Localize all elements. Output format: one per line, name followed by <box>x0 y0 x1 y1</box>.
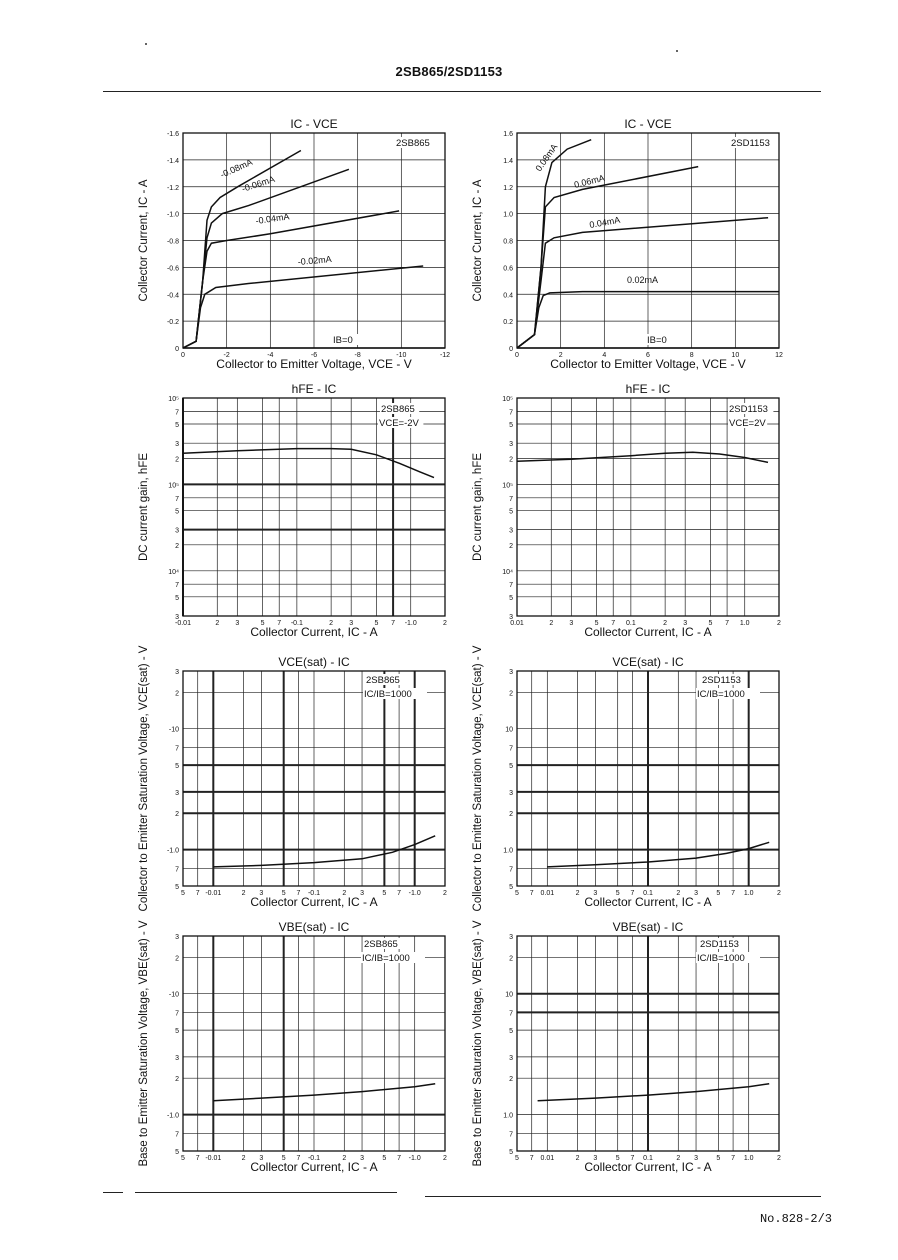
series-label: 0.08mA <box>533 141 560 174</box>
series-label: -0.04mA <box>254 211 290 226</box>
chart-title: VCE(sat) - IC <box>278 655 350 669</box>
y-tick-label: 5 <box>175 1149 179 1156</box>
annotation-label: 2SD1153 <box>700 939 739 950</box>
y-tick-label: 2 <box>175 542 179 550</box>
y-tick-label: 5 <box>175 508 179 516</box>
y-tick-label: 10⁵ <box>502 396 513 403</box>
x-tick-label: -0.01 <box>205 890 222 897</box>
series-line <box>213 836 435 867</box>
x-tick-label: 3 <box>259 1155 264 1162</box>
annotation-label: 2SB865 <box>396 138 430 149</box>
y-tick-label: 7 <box>175 745 179 753</box>
x-tick-label: 5 <box>708 620 713 627</box>
x-tick-label: -1.0 <box>408 1155 421 1162</box>
y-tick-label: 7 <box>509 866 513 874</box>
y-tick-label: 2 <box>509 690 513 698</box>
y-tick-label: -1.0 <box>166 847 179 855</box>
y-tick-label: 2 <box>509 811 513 819</box>
y-tick-label: 7 <box>509 745 513 753</box>
x-tick-label: 5 <box>515 1155 519 1162</box>
y-tick-label: 3 <box>175 527 179 535</box>
x-tick-label: 3 <box>259 890 264 897</box>
x-tick-label: 7 <box>725 620 730 627</box>
chart-vbesat-ic-2sb865 <box>183 936 445 1151</box>
y-tick-label: 3 <box>175 614 179 621</box>
y-tick-label: 10⁵ <box>502 482 513 490</box>
y-tick-label: 10⁵ <box>168 482 179 490</box>
series-label: -0.06mA <box>240 173 276 194</box>
y-tick-label: 7 <box>509 495 513 503</box>
x-tick-label: 2 <box>777 890 781 897</box>
chart-hfe-ic-2sd1153 <box>517 398 779 616</box>
y-tick-label: 1.6 <box>503 131 513 138</box>
x-tick-label: -12 <box>439 352 451 359</box>
x-tick-label: 7 <box>529 1155 534 1162</box>
y-tick-label: 5 <box>175 763 179 771</box>
x-tick-label: 5 <box>615 890 620 897</box>
y-axis-label: DC current gain, hFE <box>138 452 150 562</box>
y-tick-label: 5 <box>509 1028 513 1036</box>
x-tick-label: -6 <box>310 352 318 359</box>
page-header-title: 2SB865/2SD1153 <box>395 64 503 79</box>
y-tick-label: 5 <box>175 422 179 430</box>
x-tick-label: 6 <box>646 352 650 359</box>
x-tick-label: 5 <box>594 620 599 627</box>
y-tick-label: 10 <box>505 991 513 999</box>
y-tick-label: 5 <box>175 884 179 891</box>
x-tick-label: 7 <box>296 890 301 897</box>
y-tick-label: 0 <box>509 346 513 353</box>
x-tick-label: 5 <box>382 890 387 897</box>
x-tick-label: 2 <box>777 620 781 627</box>
x-tick-label: -2 <box>223 352 230 359</box>
y-tick-label: 3 <box>509 1054 513 1062</box>
annotation-label: 2SD1153 <box>729 404 768 415</box>
x-tick-label: 5 <box>615 1155 620 1162</box>
x-tick-label: 5 <box>281 890 286 897</box>
y-tick-label: 5 <box>175 594 179 602</box>
plot-frame <box>517 398 779 616</box>
x-tick-label: 7 <box>731 1155 736 1162</box>
y-tick-label: 1.0 <box>503 211 513 219</box>
y-tick-label: 10⁴ <box>168 568 179 576</box>
chart-title: IC - VCE <box>290 117 338 131</box>
x-tick-label: 0.1 <box>643 1155 653 1162</box>
y-tick-label: 5 <box>509 763 513 771</box>
y-axis-label: Base to Emitter Saturation Voltage, VBE(sat) - V <box>472 920 484 1167</box>
x-tick-label: -0.1 <box>307 1155 321 1162</box>
series-label: -0.02mA <box>297 254 333 267</box>
x-tick-label: 1.0 <box>743 1155 754 1162</box>
x-axis-label: Collector Current, IC - A <box>250 1160 378 1174</box>
y-tick-label: -1.0 <box>166 211 179 219</box>
chart-vbesat-ic-2sd1153 <box>517 936 779 1151</box>
scan-speck <box>676 50 678 52</box>
y-tick-label: 1.2 <box>503 184 513 192</box>
x-tick-label: 4 <box>602 352 607 359</box>
y-axis-label: Collector Current, IC - A <box>472 179 484 302</box>
x-axis-label: Collector Current, IC - A <box>584 625 712 639</box>
chart-title: VCE(sat) - IC <box>612 655 684 669</box>
x-tick-label: 5 <box>260 620 265 627</box>
y-tick-label: 7 <box>175 582 179 590</box>
x-tick-label: 5 <box>515 890 519 897</box>
y-axis-label: Collector to Emitter Saturation Voltage, VCE(sat) - V <box>472 645 484 912</box>
x-tick-label: 2 <box>676 1155 681 1162</box>
series-line <box>183 151 301 349</box>
x-axis-label: Collector Current, IC - A <box>250 625 378 639</box>
y-tick-label: -1.4 <box>166 157 179 165</box>
x-tick-label: 3 <box>235 620 240 627</box>
y-tick-label: 7 <box>509 582 513 590</box>
x-tick-label: 7 <box>529 890 534 897</box>
scan-speck <box>145 43 147 45</box>
x-axis-label: Collector to Emitter Voltage, VCE - V <box>550 357 746 371</box>
chart-title: VBE(sat) - IC <box>278 920 350 934</box>
x-tick-label: 7 <box>397 890 402 897</box>
y-axis-label: Collector Current, IC - A <box>138 179 150 302</box>
y-tick-label: 3 <box>509 614 513 621</box>
x-tick-label: 0.01 <box>540 890 555 897</box>
x-tick-label: 3 <box>593 1155 598 1162</box>
series-line <box>183 449 434 478</box>
y-tick-label: 0.6 <box>503 265 513 273</box>
x-tick-label: 3 <box>694 890 698 897</box>
y-tick-label: 7 <box>175 866 179 874</box>
chart-title: hFE - IC <box>291 382 337 396</box>
x-tick-label: -10 <box>396 352 407 359</box>
y-tick-label: 10⁴ <box>502 568 513 576</box>
series-line <box>183 266 423 348</box>
x-tick-label: 3 <box>569 620 574 627</box>
x-tick-label: 3 <box>694 1155 698 1162</box>
x-tick-label: 7 <box>391 620 396 627</box>
x-tick-label: 5 <box>716 1155 721 1162</box>
series-label: -0.08mA <box>218 156 254 180</box>
y-tick-label: 5 <box>509 594 513 602</box>
annotation-label: VCE=2V <box>729 418 766 429</box>
series-label: 0.04mA <box>588 214 621 230</box>
series-label: 0.06mA <box>573 172 606 190</box>
x-tick-label: 3 <box>349 620 354 627</box>
x-tick-label: 1.0 <box>743 890 754 897</box>
y-tick-label: 3 <box>175 669 179 676</box>
y-tick-label: 7 <box>509 1131 513 1139</box>
annotation-label: 2SB865 <box>366 675 400 686</box>
x-tick-label: -1.0 <box>404 620 417 627</box>
x-tick-label: 0 <box>515 352 519 359</box>
y-tick-label: 2 <box>509 1076 513 1084</box>
series-line <box>538 1084 770 1101</box>
x-tick-label: 2 <box>443 620 447 627</box>
x-tick-label: 2 <box>241 890 246 897</box>
y-tick-label: -0.2 <box>166 319 179 327</box>
x-tick-label: -8 <box>354 352 361 359</box>
chart-vcesat-ic-2sd1153 <box>517 671 779 886</box>
chart-vcesat-ic-2sb865 <box>183 671 445 886</box>
y-tick-label: 2 <box>175 1076 179 1084</box>
y-tick-label: 3 <box>175 934 179 941</box>
series-line <box>213 1084 435 1101</box>
x-tick-label: -0.01 <box>175 620 191 627</box>
annotation-label: 2SD1153 <box>731 138 770 149</box>
series-line <box>517 140 591 348</box>
x-tick-label: 7 <box>630 1155 635 1162</box>
x-tick-label: 0.01 <box>510 620 524 627</box>
x-tick-label: 3 <box>360 890 364 897</box>
footer-rule-right-segment <box>425 1196 821 1197</box>
annotation-label: 2SB865 <box>364 939 398 950</box>
annotation-label: 2SD1153 <box>702 675 741 686</box>
x-tick-label: 3 <box>683 620 688 627</box>
y-tick-label: -1.0 <box>166 1112 179 1120</box>
plot-frame <box>183 398 445 616</box>
y-tick-label: 5 <box>509 508 513 516</box>
y-tick-label: 10⁵ <box>168 396 179 403</box>
x-tick-label: 2 <box>342 890 347 897</box>
document-number: No.828-2/3 <box>759 1212 832 1226</box>
y-tick-label: 3 <box>509 789 513 797</box>
x-tick-label: 7 <box>195 890 200 897</box>
y-tick-label: 1.4 <box>503 157 513 165</box>
x-tick-label: 5 <box>716 890 721 897</box>
x-tick-label: 5 <box>281 1155 286 1162</box>
annotation-label: IC/IB=1000 <box>697 689 745 700</box>
y-tick-label: 3 <box>509 669 513 676</box>
y-tick-label: 3 <box>175 789 179 797</box>
x-tick-label: 2 <box>443 1155 447 1162</box>
y-tick-label: 5 <box>509 1149 513 1156</box>
x-tick-label: 0.01 <box>540 1155 555 1162</box>
x-tick-label: 3 <box>593 890 598 897</box>
x-tick-label: 0.1 <box>643 890 653 897</box>
x-tick-label: 2 <box>342 1155 347 1162</box>
x-tick-label: 2 <box>575 890 580 897</box>
y-tick-label: -0.4 <box>166 292 179 300</box>
y-tick-label: 10 <box>505 726 513 734</box>
annotation-label: IC/IB=1000 <box>697 953 745 964</box>
chart-hfe-ic-2sb865 <box>183 398 445 616</box>
y-tick-label: 5 <box>175 1028 179 1036</box>
x-tick-label: 2 <box>443 890 447 897</box>
footer-rule-left-segment <box>103 1192 123 1193</box>
x-tick-label: 0 <box>181 352 185 359</box>
x-axis-label: Collector to Emitter Voltage, VCE - V <box>216 357 412 371</box>
y-tick-label: 2 <box>175 955 179 963</box>
y-tick-label: -1.6 <box>166 131 179 138</box>
y-tick-label: 0.8 <box>503 238 513 246</box>
y-tick-label: 7 <box>175 409 179 417</box>
x-tick-label: 7 <box>296 1155 301 1162</box>
x-tick-label: -0.1 <box>290 620 303 627</box>
x-tick-label: 8 <box>689 352 694 359</box>
x-tick-label: 2 <box>549 620 554 627</box>
chart-title: hFE - IC <box>625 382 671 396</box>
x-tick-label: -1.0 <box>408 890 421 897</box>
y-tick-label: -1.2 <box>166 184 179 192</box>
y-tick-label: 7 <box>509 1010 513 1018</box>
y-tick-label: 5 <box>509 422 513 430</box>
x-tick-label: 2 <box>663 620 668 627</box>
y-tick-label: 3 <box>509 934 513 941</box>
chart-ic-vce-2sd1153 <box>517 133 779 348</box>
series-line <box>517 452 768 462</box>
x-tick-label: 2 <box>575 1155 580 1162</box>
x-tick-label: 7 <box>397 1155 402 1162</box>
y-tick-label: -0.8 <box>166 238 179 246</box>
y-tick-label: 2 <box>175 690 179 698</box>
y-tick-label: 0.4 <box>503 292 513 300</box>
y-tick-label: 0 <box>175 346 179 353</box>
x-axis-label: Collector Current, IC - A <box>250 895 378 909</box>
x-tick-label: 5 <box>181 890 185 897</box>
x-tick-label: 7 <box>630 890 635 897</box>
y-tick-label: 7 <box>509 409 513 417</box>
x-tick-label: 7 <box>277 620 282 627</box>
y-tick-label: 3 <box>175 441 179 449</box>
chart-title: VBE(sat) - IC <box>612 920 684 934</box>
y-tick-label: 2 <box>175 811 179 819</box>
x-tick-label: 3 <box>360 1155 364 1162</box>
y-tick-label: 3 <box>509 441 513 449</box>
y-tick-label: -10 <box>168 991 179 999</box>
x-tick-label: 7 <box>611 620 616 627</box>
y-tick-label: -0.6 <box>166 265 179 273</box>
annotation-label: 2SB865 <box>381 404 415 415</box>
series-label: 0.02mA <box>627 275 659 285</box>
y-tick-label: 0.2 <box>503 319 513 327</box>
y-tick-label: -10 <box>168 726 179 734</box>
x-tick-label: 5 <box>374 620 379 627</box>
y-axis-label: Base to Emitter Saturation Voltage, VBE(sat) - V <box>138 920 150 1167</box>
x-tick-label: 1.0 <box>739 620 750 627</box>
annotation-label: IC/IB=1000 <box>362 953 410 964</box>
x-tick-label: 5 <box>382 1155 387 1162</box>
y-axis-label: DC current gain, hFE <box>472 452 484 562</box>
x-tick-label: 12 <box>775 352 783 359</box>
x-tick-label: 5 <box>181 1155 185 1162</box>
x-tick-label: -0.1 <box>307 890 321 897</box>
y-tick-label: 1.0 <box>503 1112 513 1120</box>
y-tick-label: 2 <box>509 955 513 963</box>
footer-rule-middle-segment <box>135 1192 397 1193</box>
x-tick-label: 10 <box>731 352 740 359</box>
x-axis-label: Collector Current, IC - A <box>584 895 712 909</box>
y-tick-label: 3 <box>175 1054 179 1062</box>
x-tick-label: 7 <box>195 1155 200 1162</box>
chart-title: IC - VCE <box>624 117 672 131</box>
y-tick-label: 5 <box>509 884 513 891</box>
y-tick-label: 7 <box>175 1131 179 1139</box>
y-tick-label: 7 <box>175 495 179 503</box>
y-tick-label: 1.0 <box>503 847 513 855</box>
x-tick-label: -0.01 <box>205 1155 222 1162</box>
y-axis-label: Collector to Emitter Saturation Voltage, VCE(sat) - V <box>138 645 150 912</box>
chart-ic-vce-2sb865 <box>183 133 445 348</box>
annotation-label: VCE=-2V <box>379 418 419 429</box>
x-tick-label: 2 <box>777 1155 781 1162</box>
annotation-label: IB=0 <box>333 335 353 346</box>
y-tick-label: 2 <box>509 542 513 550</box>
x-tick-label: -4 <box>267 352 274 359</box>
x-tick-label: 2 <box>241 1155 246 1162</box>
x-tick-label: 2 <box>676 890 681 897</box>
annotation-label: IC/IB=1000 <box>364 689 412 700</box>
x-tick-label: 2 <box>329 620 334 627</box>
y-tick-label: 2 <box>175 456 179 464</box>
x-axis-label: Collector Current, IC - A <box>584 1160 712 1174</box>
series-line <box>547 842 769 867</box>
x-tick-label: 2 <box>558 352 563 359</box>
x-tick-label: 0.1 <box>625 620 636 627</box>
x-tick-label: 2 <box>215 620 220 627</box>
annotation-label: IB=0 <box>647 335 667 346</box>
y-tick-label: 3 <box>509 527 513 535</box>
y-tick-label: 7 <box>175 1010 179 1018</box>
x-tick-label: 7 <box>731 890 736 897</box>
y-tick-label: 2 <box>509 456 513 464</box>
